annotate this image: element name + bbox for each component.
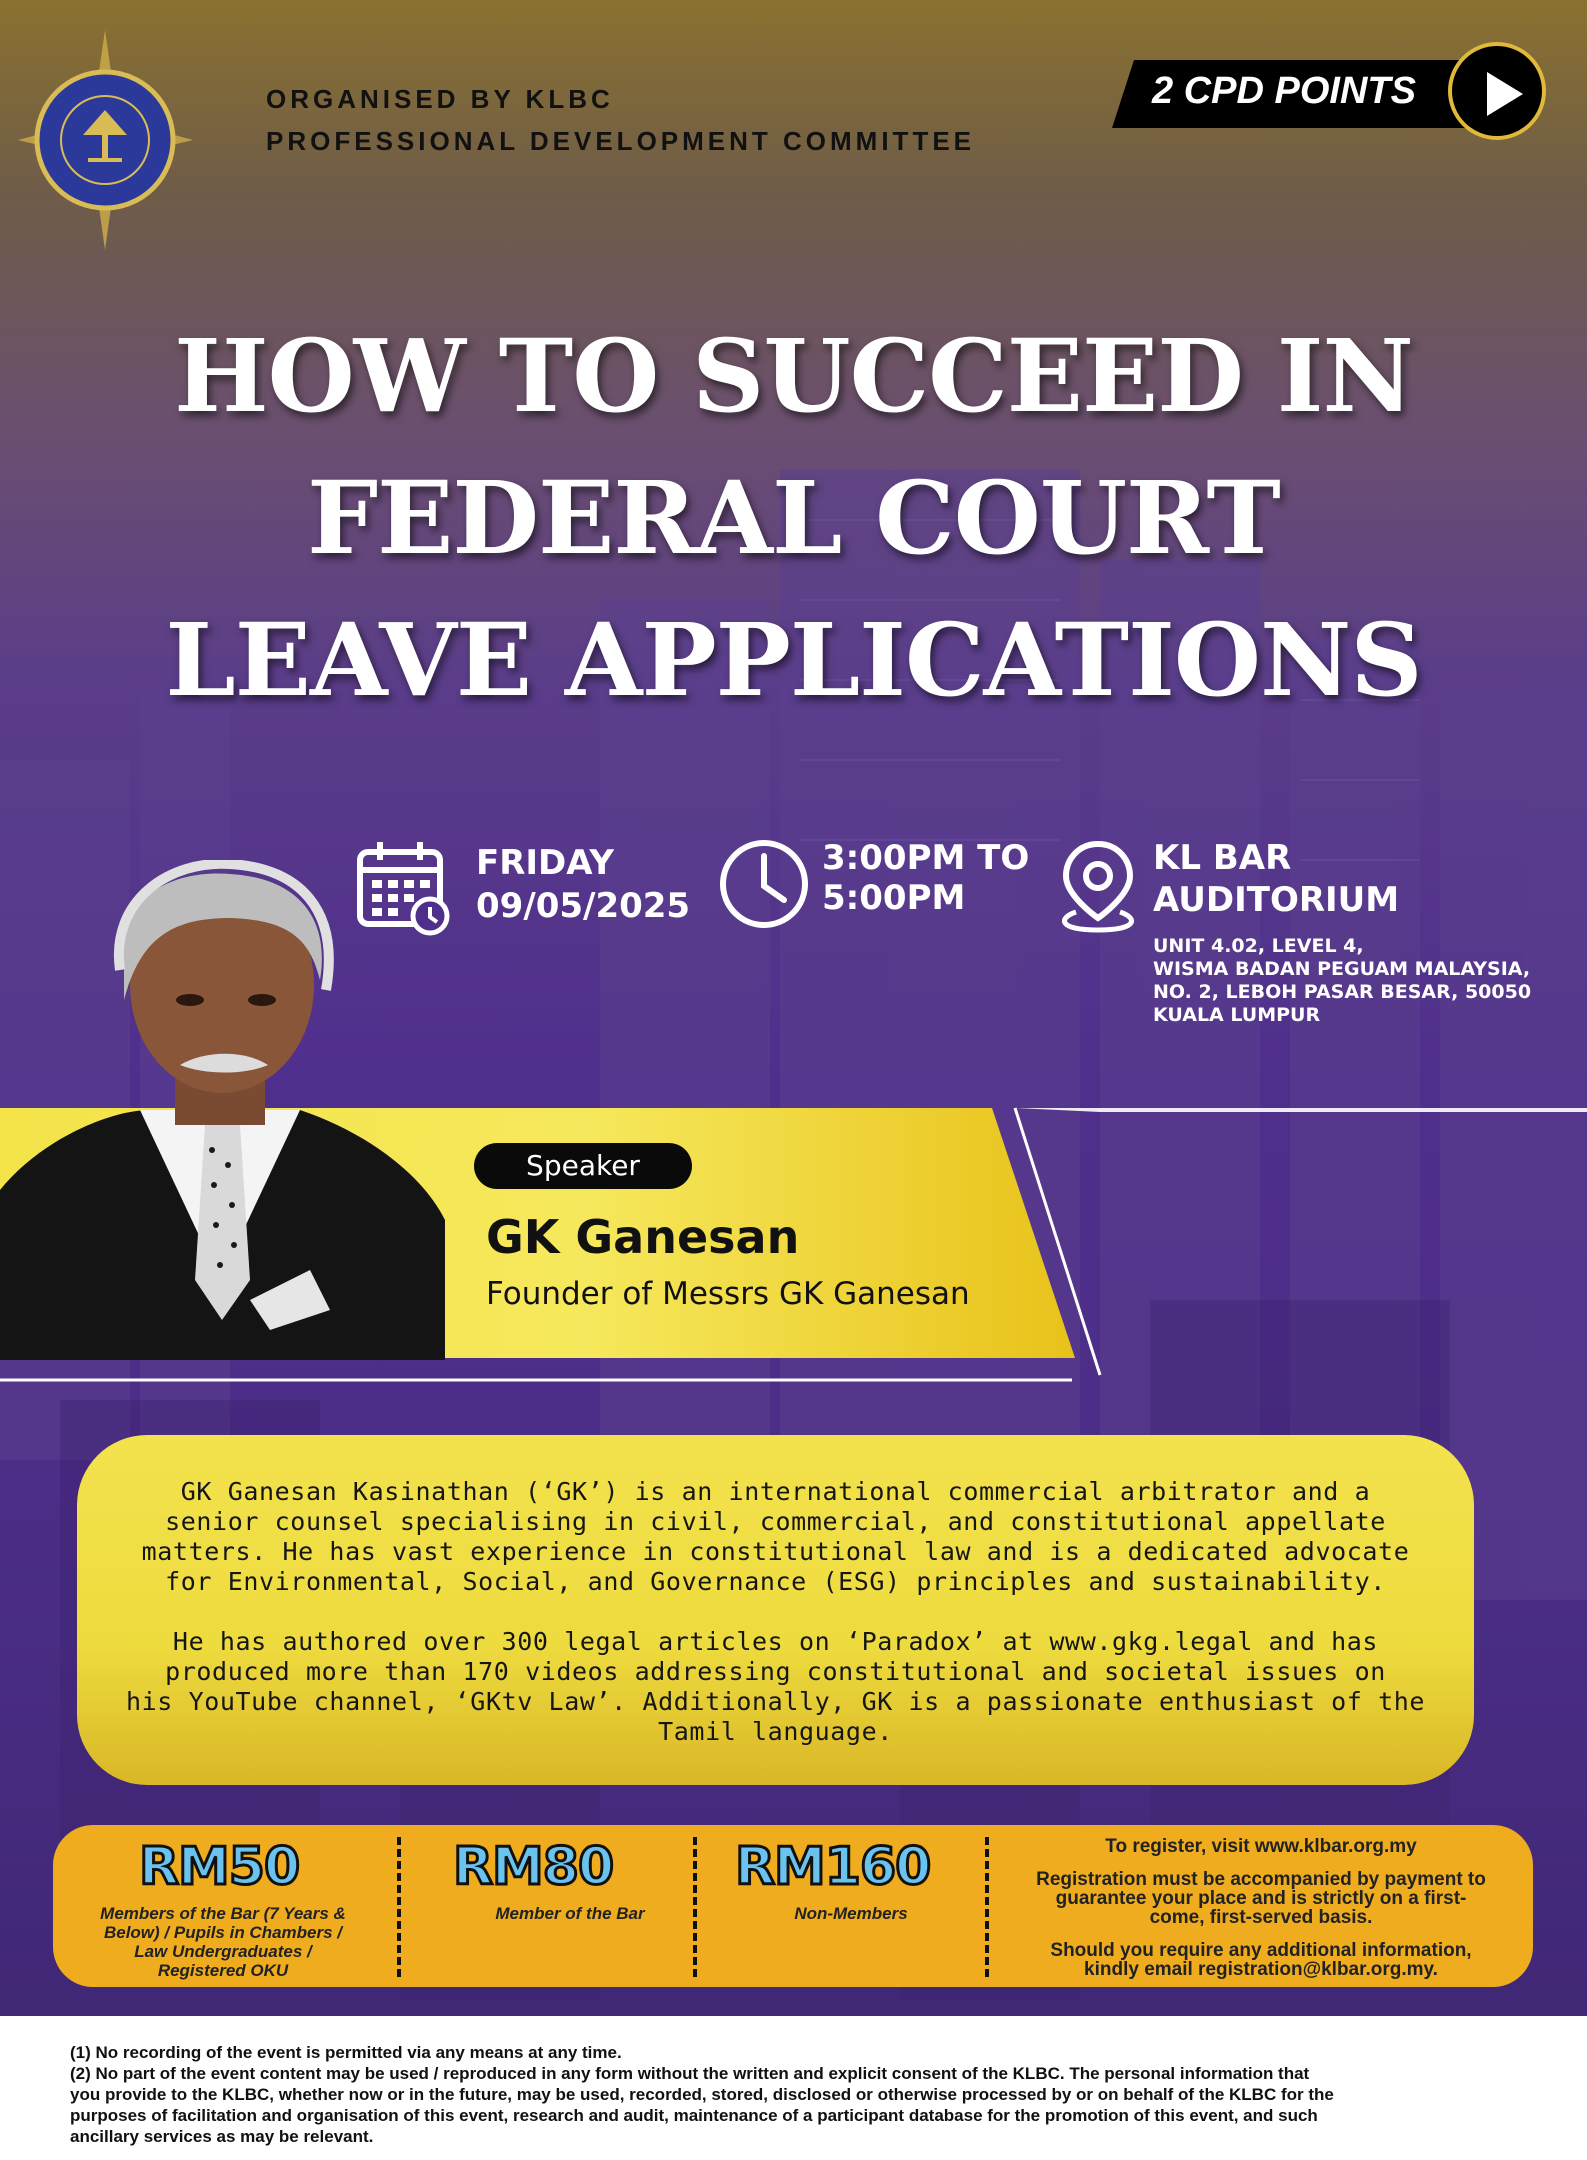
play-icon: [1448, 42, 1546, 140]
registration-visit: To register, visit www.klbar.org.my: [1105, 1836, 1417, 1857]
registration-payment-line: come, first-served basis.: [1149, 1907, 1373, 1928]
price-desc-line: Member of the Bar: [495, 1904, 645, 1923]
disclaimer-line: you provide to the KLBC, whether now or in the future, may be used, recorded, stored, disclosed or otherwise processed by or on behalf of the KLBC for the: [70, 2085, 1334, 2104]
speaker-role: Founder of Messrs GK Ganesan: [486, 1276, 970, 1312]
bio-line: He has authored over 300 legal articles on ‘Paradox’ at www.gkg.legal and has: [172, 1627, 1379, 1656]
registration-contact-line: Should you require any additional information,: [1050, 1940, 1472, 1961]
price-desc-line: Below) / Pupils in Chambers /: [103, 1923, 343, 1942]
bar-malaysia-logo: [18, 30, 193, 250]
clock-icon: [718, 838, 810, 930]
speaker-photo: [0, 860, 445, 1360]
bio-line: produced more than 170 videos addressing constitutional and societal issues on: [165, 1657, 1386, 1686]
cpd-points-badge: [1112, 42, 1552, 146]
price-divider: [397, 1837, 401, 1977]
price-amount-non-members: RM160: [735, 1837, 931, 1897]
event-date: 09/05/2025: [476, 886, 691, 926]
pricing-bar: [53, 1825, 1533, 1987]
address-line-1: UNIT 4.02, LEVEL 4,: [1153, 935, 1364, 957]
bio-line: senior counsel specialising in civil, commercial, and constitutional appellate: [165, 1507, 1386, 1536]
bio-line: his YouTube channel, ‘GKtv Law’. Additionally, GK is a passionate enthusiast of the: [125, 1687, 1426, 1716]
disclaimer-line: (1) No recording of the event is permitted via any means at any time.: [70, 2043, 622, 2062]
event-day: FRIDAY: [476, 843, 614, 883]
footer-disclaimer: [0, 2016, 1587, 2160]
price-desc-line: Members of the Bar (7 Years &: [100, 1904, 346, 1923]
registration-info: [1001, 1837, 1521, 1979]
price-divider: [693, 1837, 697, 1977]
price-desc-line: Non-Members: [794, 1904, 908, 1923]
organiser-line-2: PROFESSIONAL DEVELOPMENT COMMITTEE: [266, 126, 976, 156]
price-desc-line: Law Undergraduates /: [134, 1942, 312, 1961]
price-desc-non-members: [701, 1904, 1001, 1923]
bio-line: Tamil language.: [658, 1717, 893, 1746]
price-desc-members: [405, 1904, 735, 1923]
cpd-points-label: 2 CPD POINTS: [1152, 70, 1416, 112]
address-line-3: NO. 2, LEBOH PASAR BESAR, 50050: [1153, 981, 1532, 1003]
address-line-4: KUALA LUMPUR: [1153, 1004, 1321, 1026]
price-desc-line: Registered OKU: [157, 1961, 289, 1980]
event-title: [0, 305, 1587, 731]
venue-line-1: KL BAR: [1153, 838, 1292, 878]
registration-contact-line: kindly email registration@klbar.org.my.: [1084, 1959, 1438, 1980]
disclaimer-line: purposes of facilitation and organisation of this event, research and audit, maintenance of a participant database for the promotion of this event, and such: [70, 2106, 1318, 2125]
venue-line-2: AUDITORIUM: [1153, 880, 1400, 920]
title-line-2: FEDERAL COURT: [307, 459, 1280, 577]
address-line-2: WISMA BADAN PEGUAM MALAYSIA,: [1153, 958, 1531, 980]
bio-line: for Environmental, Social, and Governance (ESG) principles and sustainability.: [165, 1567, 1386, 1596]
registration-payment-line: Registration must be accompanied by payment to: [1036, 1869, 1486, 1890]
speaker-label-pill: Speaker: [474, 1143, 692, 1189]
registration-payment-line: guarantee your place and is strictly on a first-: [1055, 1888, 1467, 1909]
bio-line: GK Ganesan Kasinathan (‘GK’) is an international commercial arbitrator and a: [180, 1477, 1371, 1506]
speaker-name: GK Ganesan: [486, 1210, 800, 1264]
disclaimer-line: ancillary services as may be relevant.: [70, 2127, 374, 2146]
event-time-end: 5:00PM: [822, 878, 966, 918]
title-line-1: HOW TO SUCCEED IN: [174, 317, 1413, 435]
price-desc-members-junior: [53, 1904, 393, 1980]
title-line-3: LEAVE APPLICATIONS: [165, 601, 1422, 719]
speaker-bio-box: [77, 1435, 1474, 1785]
venue-address: [1153, 935, 1531, 1027]
bio-line: matters. He has vast experience in constitutional law and is a dedicated advocate: [141, 1537, 1410, 1566]
organiser-text: [266, 78, 975, 162]
price-divider: [985, 1837, 989, 1977]
price-amount-members-junior: RM50: [139, 1837, 300, 1897]
disclaimer-line: (2) No part of the event content may be used / reproduced in any form without the written and explicit consent of the KLBC. The personal information that: [70, 2064, 1310, 2083]
location-pin-icon: [1048, 838, 1148, 936]
price-amount-members: RM80: [453, 1837, 614, 1897]
event-time-start: 3:00PM TO: [822, 838, 1030, 878]
organiser-line-1: ORGANISED BY KLBC: [266, 84, 614, 114]
